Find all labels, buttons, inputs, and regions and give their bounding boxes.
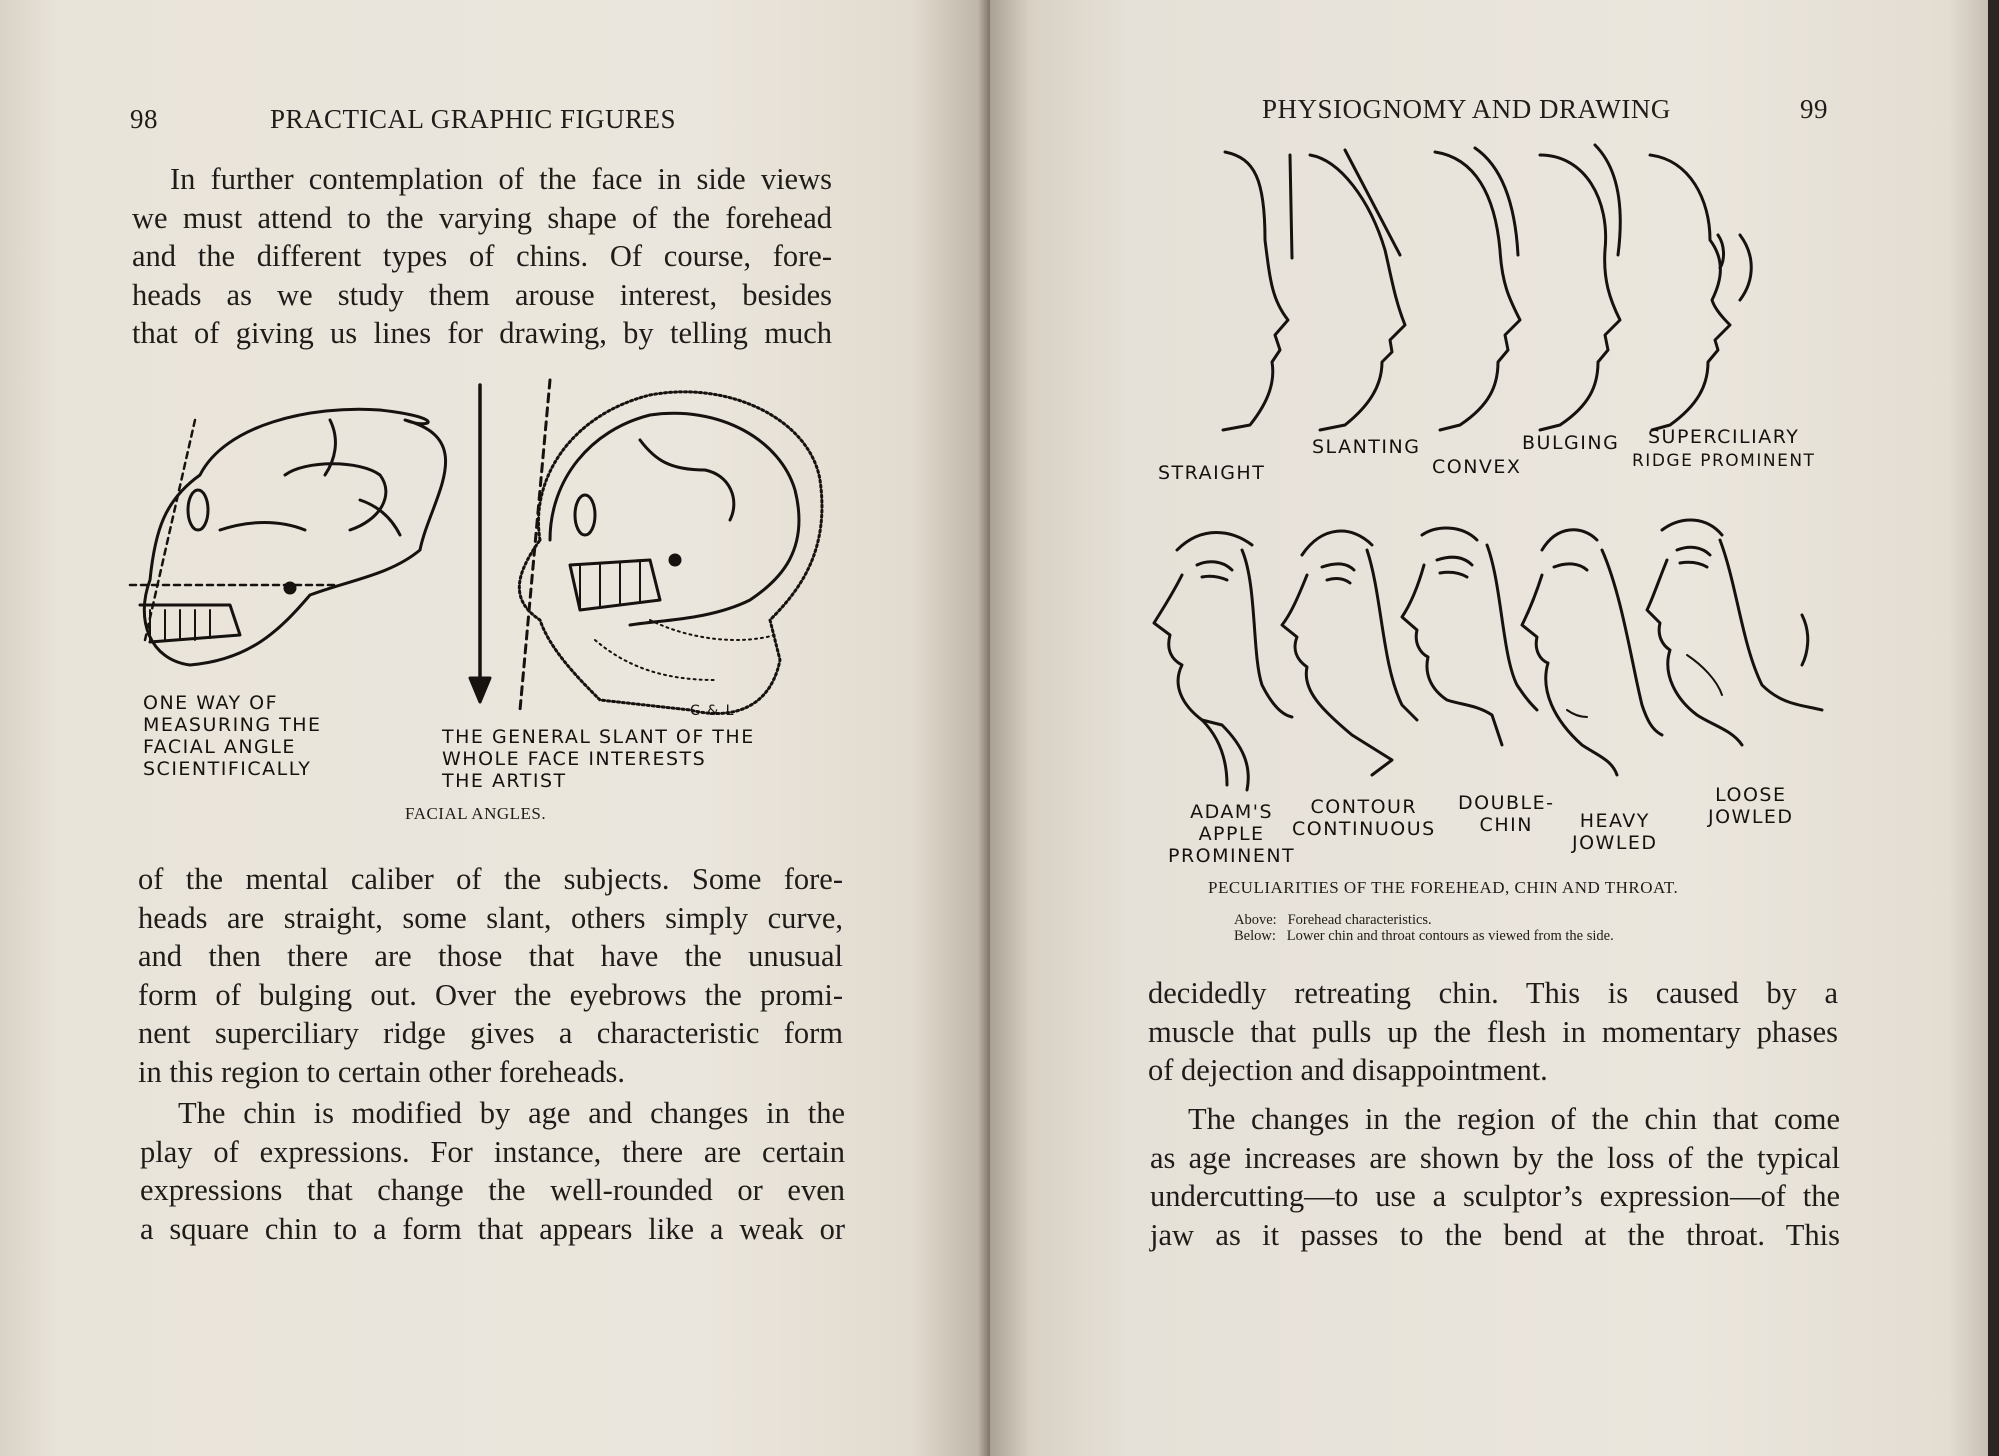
text-line: heads as we study them arouse interest, besides [132, 277, 832, 312]
label-slanting: SLANTING [1312, 436, 1421, 458]
label-straight: STRAIGHT [1158, 462, 1266, 484]
label-convex: CONVEX [1432, 456, 1522, 478]
text-line: we must attend to the varying shape of the forehead [132, 200, 832, 235]
left-paragraph-middle [138, 860, 843, 1091]
label-measuring-facial-angle [143, 692, 322, 780]
text-line: in this region to certain other foreheads. [138, 1054, 625, 1089]
forehead-profiles-illustration [1220, 140, 1780, 440]
label-double-chin [1458, 792, 1554, 836]
label-superciliary: SUPERCILIARY [1648, 426, 1800, 448]
caption-legend [1234, 912, 1614, 944]
legend-text-above: Forehead characteristics. [1287, 912, 1432, 928]
left-running-head: PRACTICAL GRAPHIC FIGURES [270, 104, 677, 134]
legend-row-below [1234, 928, 1614, 944]
right-running-head: PHYSIOGNOMY AND DRAWING [1262, 94, 1671, 124]
label-general-slant [442, 726, 755, 792]
right-page [990, 0, 1988, 1456]
label-line: JOWLED [1572, 832, 1658, 854]
left-paragraph-bottom [140, 1094, 845, 1248]
label-contour-continuous [1292, 796, 1436, 840]
text-line: muscle that pulls up the flesh in momentary phases [1148, 1014, 1838, 1049]
book-edge [1988, 0, 1999, 1456]
legend-row-above [1234, 912, 1614, 928]
text-line: decidedly retreating chin. This is caused by a [1148, 976, 1838, 1010]
text-line: The changes in the region of the chin that come [1188, 1102, 1840, 1136]
label-line: CONTINUOUS [1292, 818, 1436, 840]
left-paragraph-top [132, 160, 832, 353]
artist-initials: C & L [690, 703, 735, 719]
text-line: and then there are those that have the unusual [138, 939, 843, 973]
facial-angles-illustration [130, 380, 850, 720]
text-line: nent superciliary ridge gives a characteristic form [138, 1016, 843, 1050]
label-line: HEAVY [1579, 810, 1650, 832]
label-line: LOOSE [1715, 784, 1787, 806]
figure-caption-peculiarities: PECULIARITIES OF THE FOREHEAD, CHIN AND THROAT. [1208, 878, 1679, 897]
legend-text-below: Lower chin and throat contours as viewed from the side. [1286, 928, 1614, 944]
label-line: ONE WAY OF [143, 692, 279, 714]
label-line: WHOLE FACE INTERESTS [442, 748, 707, 770]
label-line: DOUBLE- [1458, 792, 1555, 814]
chin-throat-illustration [1142, 505, 1832, 795]
text-line: a square chin to a form that appears like a weak or [140, 1211, 845, 1246]
text-line: play of expressions. For instance, there are certain [140, 1134, 845, 1169]
right-page-number: 99 [1800, 94, 1828, 124]
text-line: and the different types of chins. Of course, fore- [132, 239, 832, 273]
text-line: that of giving us lines for drawing, by telling much [132, 316, 832, 350]
legend-label-above: Above: [1234, 912, 1277, 928]
label-line: THE GENERAL SLANT OF THE [442, 726, 755, 748]
label-line: FACIAL ANGLE [143, 736, 296, 758]
text-line: undercutting—to use a sculptor’s expression—of the [1150, 1179, 1840, 1213]
right-paragraph-bottom [1150, 1100, 1840, 1254]
label-line: MEASURING THE [143, 714, 322, 736]
text-line: The chin is modified by age and changes in the [178, 1096, 845, 1130]
label-heavy-jowled [1572, 810, 1658, 854]
label-line: JOWLED [1708, 806, 1794, 828]
text-line: expressions that change the well-rounded or even [140, 1173, 845, 1207]
text-line: of dejection and disappointment. [1148, 1053, 1548, 1087]
text-line: jaw as it passes to the bend at the throat. This [1150, 1217, 1840, 1252]
label-adams-apple [1168, 801, 1295, 867]
label-line: ADAM'S [1190, 801, 1274, 823]
text-line: as age increases are shown by the loss of the typical [1150, 1140, 1840, 1175]
text-line: form of bulging out. Over the eyebrows the promi- [138, 977, 843, 1012]
label-line: CONTOUR [1310, 796, 1418, 818]
label-bulging: BULGING [1522, 432, 1620, 454]
label-line: PROMINENT [1168, 845, 1296, 867]
figure-caption-facial-angles: FACIAL ANGLES. [405, 804, 547, 823]
right-paragraph-top [1148, 974, 1838, 1090]
label-line: APPLE [1198, 823, 1265, 845]
label-line: THE ARTIST [442, 770, 567, 792]
text-line: In further contemplation of the face in side views [170, 162, 832, 196]
label-line: CHIN [1479, 814, 1533, 836]
text-line: of the mental caliber of the subjects. Some fore- [138, 862, 843, 896]
legend-label-below: Below: [1234, 928, 1276, 944]
label-line: SCIENTIFICALLY [143, 758, 312, 780]
left-page [0, 0, 990, 1456]
left-page-number: 98 [130, 104, 158, 134]
text-line: heads are straight, some slant, others simply curve, [138, 900, 843, 935]
label-loose-jowled [1708, 784, 1794, 828]
label-ridge-prominent: RIDGE PROMINENT [1632, 451, 1816, 471]
